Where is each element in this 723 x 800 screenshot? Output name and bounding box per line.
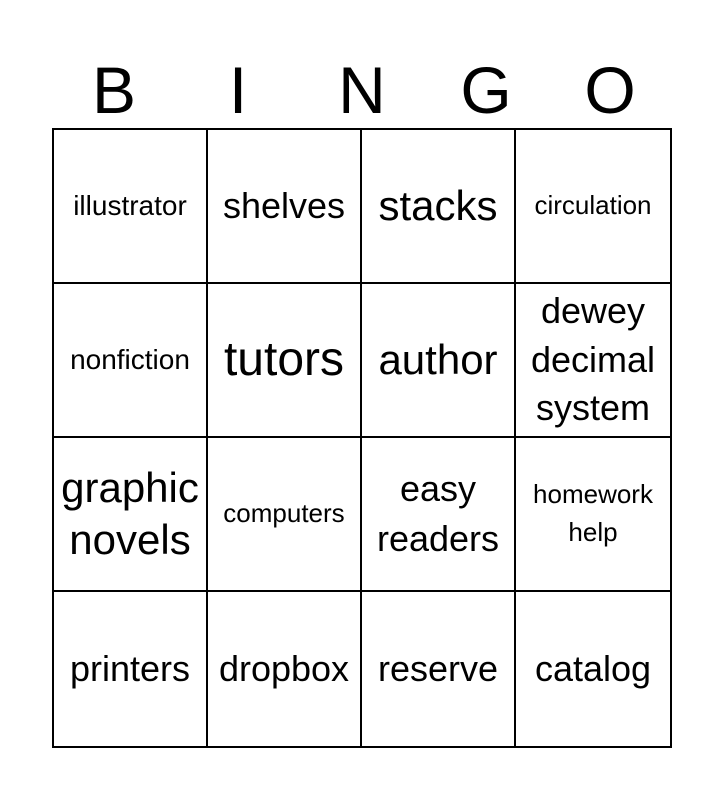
bingo-cell-stacks[interactable]: stacks: [362, 130, 516, 284]
header-letter-g: G: [460, 53, 512, 127]
bingo-cell-printers[interactable]: printers: [54, 592, 208, 746]
bingo-cell-catalog[interactable]: catalog: [534, 648, 652, 690]
bingo-cell-homework-help[interactable]: homework help: [516, 438, 670, 592]
bingo-cell-circulation[interactable]: circulation: [516, 130, 670, 284]
bingo-cell-dewey-decimal-system[interactable]: dewey decimal system: [516, 284, 670, 438]
bingo-cell-illustrator[interactable]: illustrator: [54, 130, 208, 284]
header-letter-n: N: [338, 53, 386, 127]
bingo-cell-computers[interactable]: computers: [208, 438, 362, 592]
bingo-cell-tutors[interactable]: tutors: [208, 284, 362, 438]
bingo-header: [52, 52, 672, 128]
bingo-cell-easy-readers[interactable]: easy readers: [362, 438, 516, 592]
bingo-cell-author[interactable]: author: [362, 284, 516, 438]
bingo-cell-graphic-novels[interactable]: graphic novels: [54, 438, 208, 592]
bingo-card-grid: [52, 128, 672, 748]
header-letter-i: I: [228, 53, 248, 127]
header-letter-b: B: [91, 53, 137, 127]
bingo-cell-reserve[interactable]: reserve: [362, 592, 516, 746]
bingo-cell-dropbox[interactable]: dropbox: [208, 592, 362, 746]
bingo-cell-shelves[interactable]: shelves: [208, 130, 362, 284]
bingo-cell-nonfiction[interactable]: nonfiction: [54, 284, 208, 438]
header-letter-o: O: [584, 53, 636, 127]
